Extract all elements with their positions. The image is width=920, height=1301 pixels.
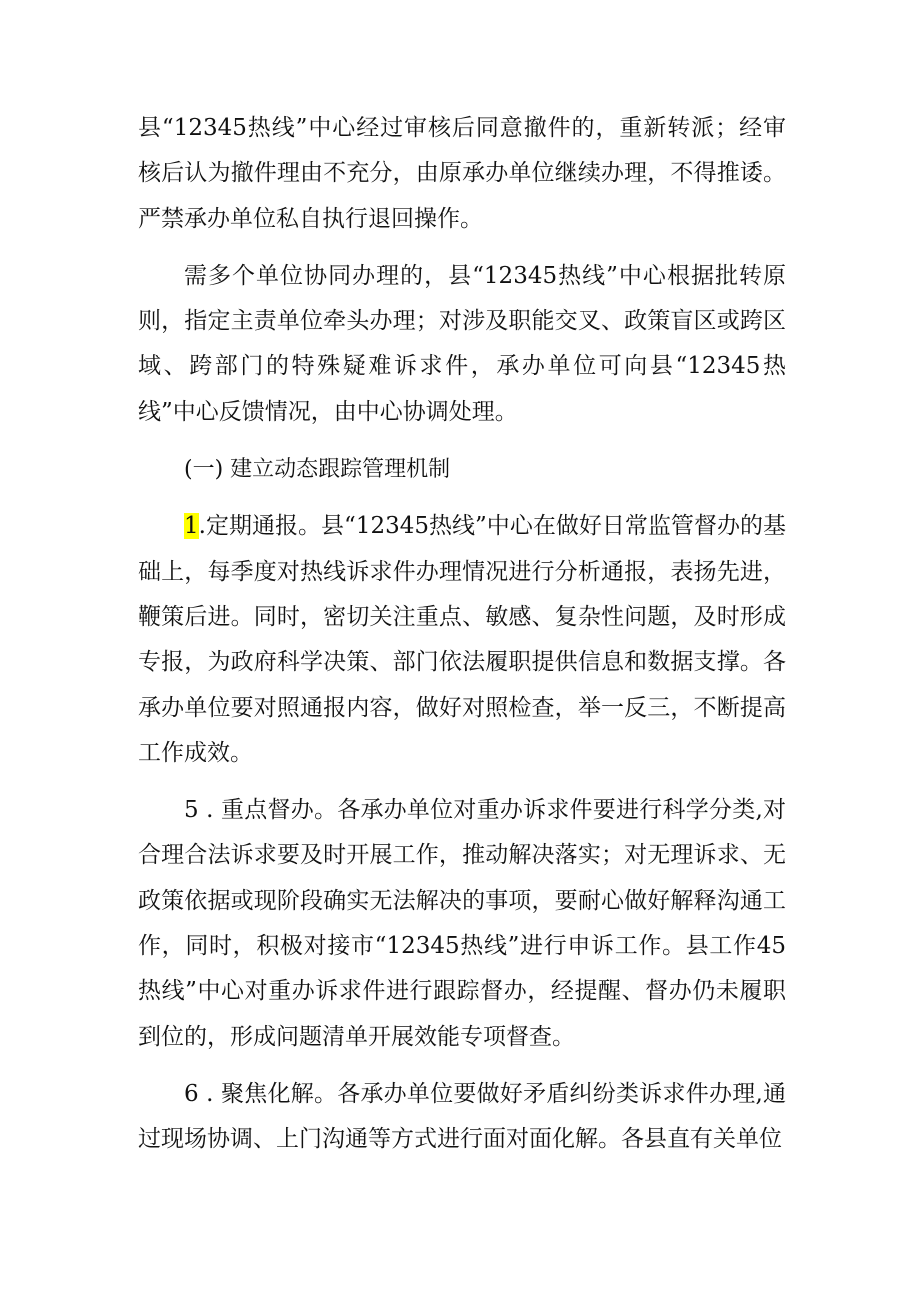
highlighted-number: 1 xyxy=(184,513,199,540)
paragraph-joint-handling: 需多个单位协同办理的，县“12345热线”中心根据批转原则，指定主责单位牵头办理；对涉及职能交叉、政策盲区或跨区域、跨部门的特殊疑难诉求件，承办单位可向县“12345热线”中心反馈情况，由中心协调处理。 xyxy=(138,262,786,425)
paragraph-regular-report-text: .定期通报。县“12345热线”中心在做好日常监管督办的基础上，每季度对热线诉求件办理情况进行分析通报，表扬先进，鞭策后进。同时，密切关注重点、敏感、复杂性问题，及时形成专报，为政府科学决策、部门依法履职提供信息和数据支撑。各承办单位要对照通报内容，做好对照检查，举一反三，不断提高工作成效。 xyxy=(138,513,786,766)
section-heading: (一) 建立动态跟踪管理机制 xyxy=(184,457,451,483)
paragraph-regular-report xyxy=(138,504,786,776)
paragraph-key-supervision: 5 . 重点督办。各承办单位对重办诉求件要进行科学分类,对合理合法诉求要及时开展工作，推动解决落实；对无理诉求、无政策依据或现阶段确实无法解决的事项，要耐心做好解释沟通工作，同时，积极对接市“12345热线”进行申诉工作。县工作45热线”中心对重办诉求件进行跟踪督办，经提醒、督办仍未履职到位的，形成问题清单开展效能专项督查。 xyxy=(138,797,786,1050)
paragraph-withdrawal-review: 县“12345热线”中心经过审核后同意撤件的，重新转派；经审核后认为撤件理由不充分，由原承办单位继续办理，不得推诿。严禁承办单位私自执行退回操作。 xyxy=(138,115,786,232)
paragraph-focused-resolution: 6 . 聚焦化解。各承办单位要做好矛盾纠纷类诉求件办理,通过现场协调、上门沟通等方式进行面对面化解。各县直有关单位 xyxy=(138,1080,786,1153)
